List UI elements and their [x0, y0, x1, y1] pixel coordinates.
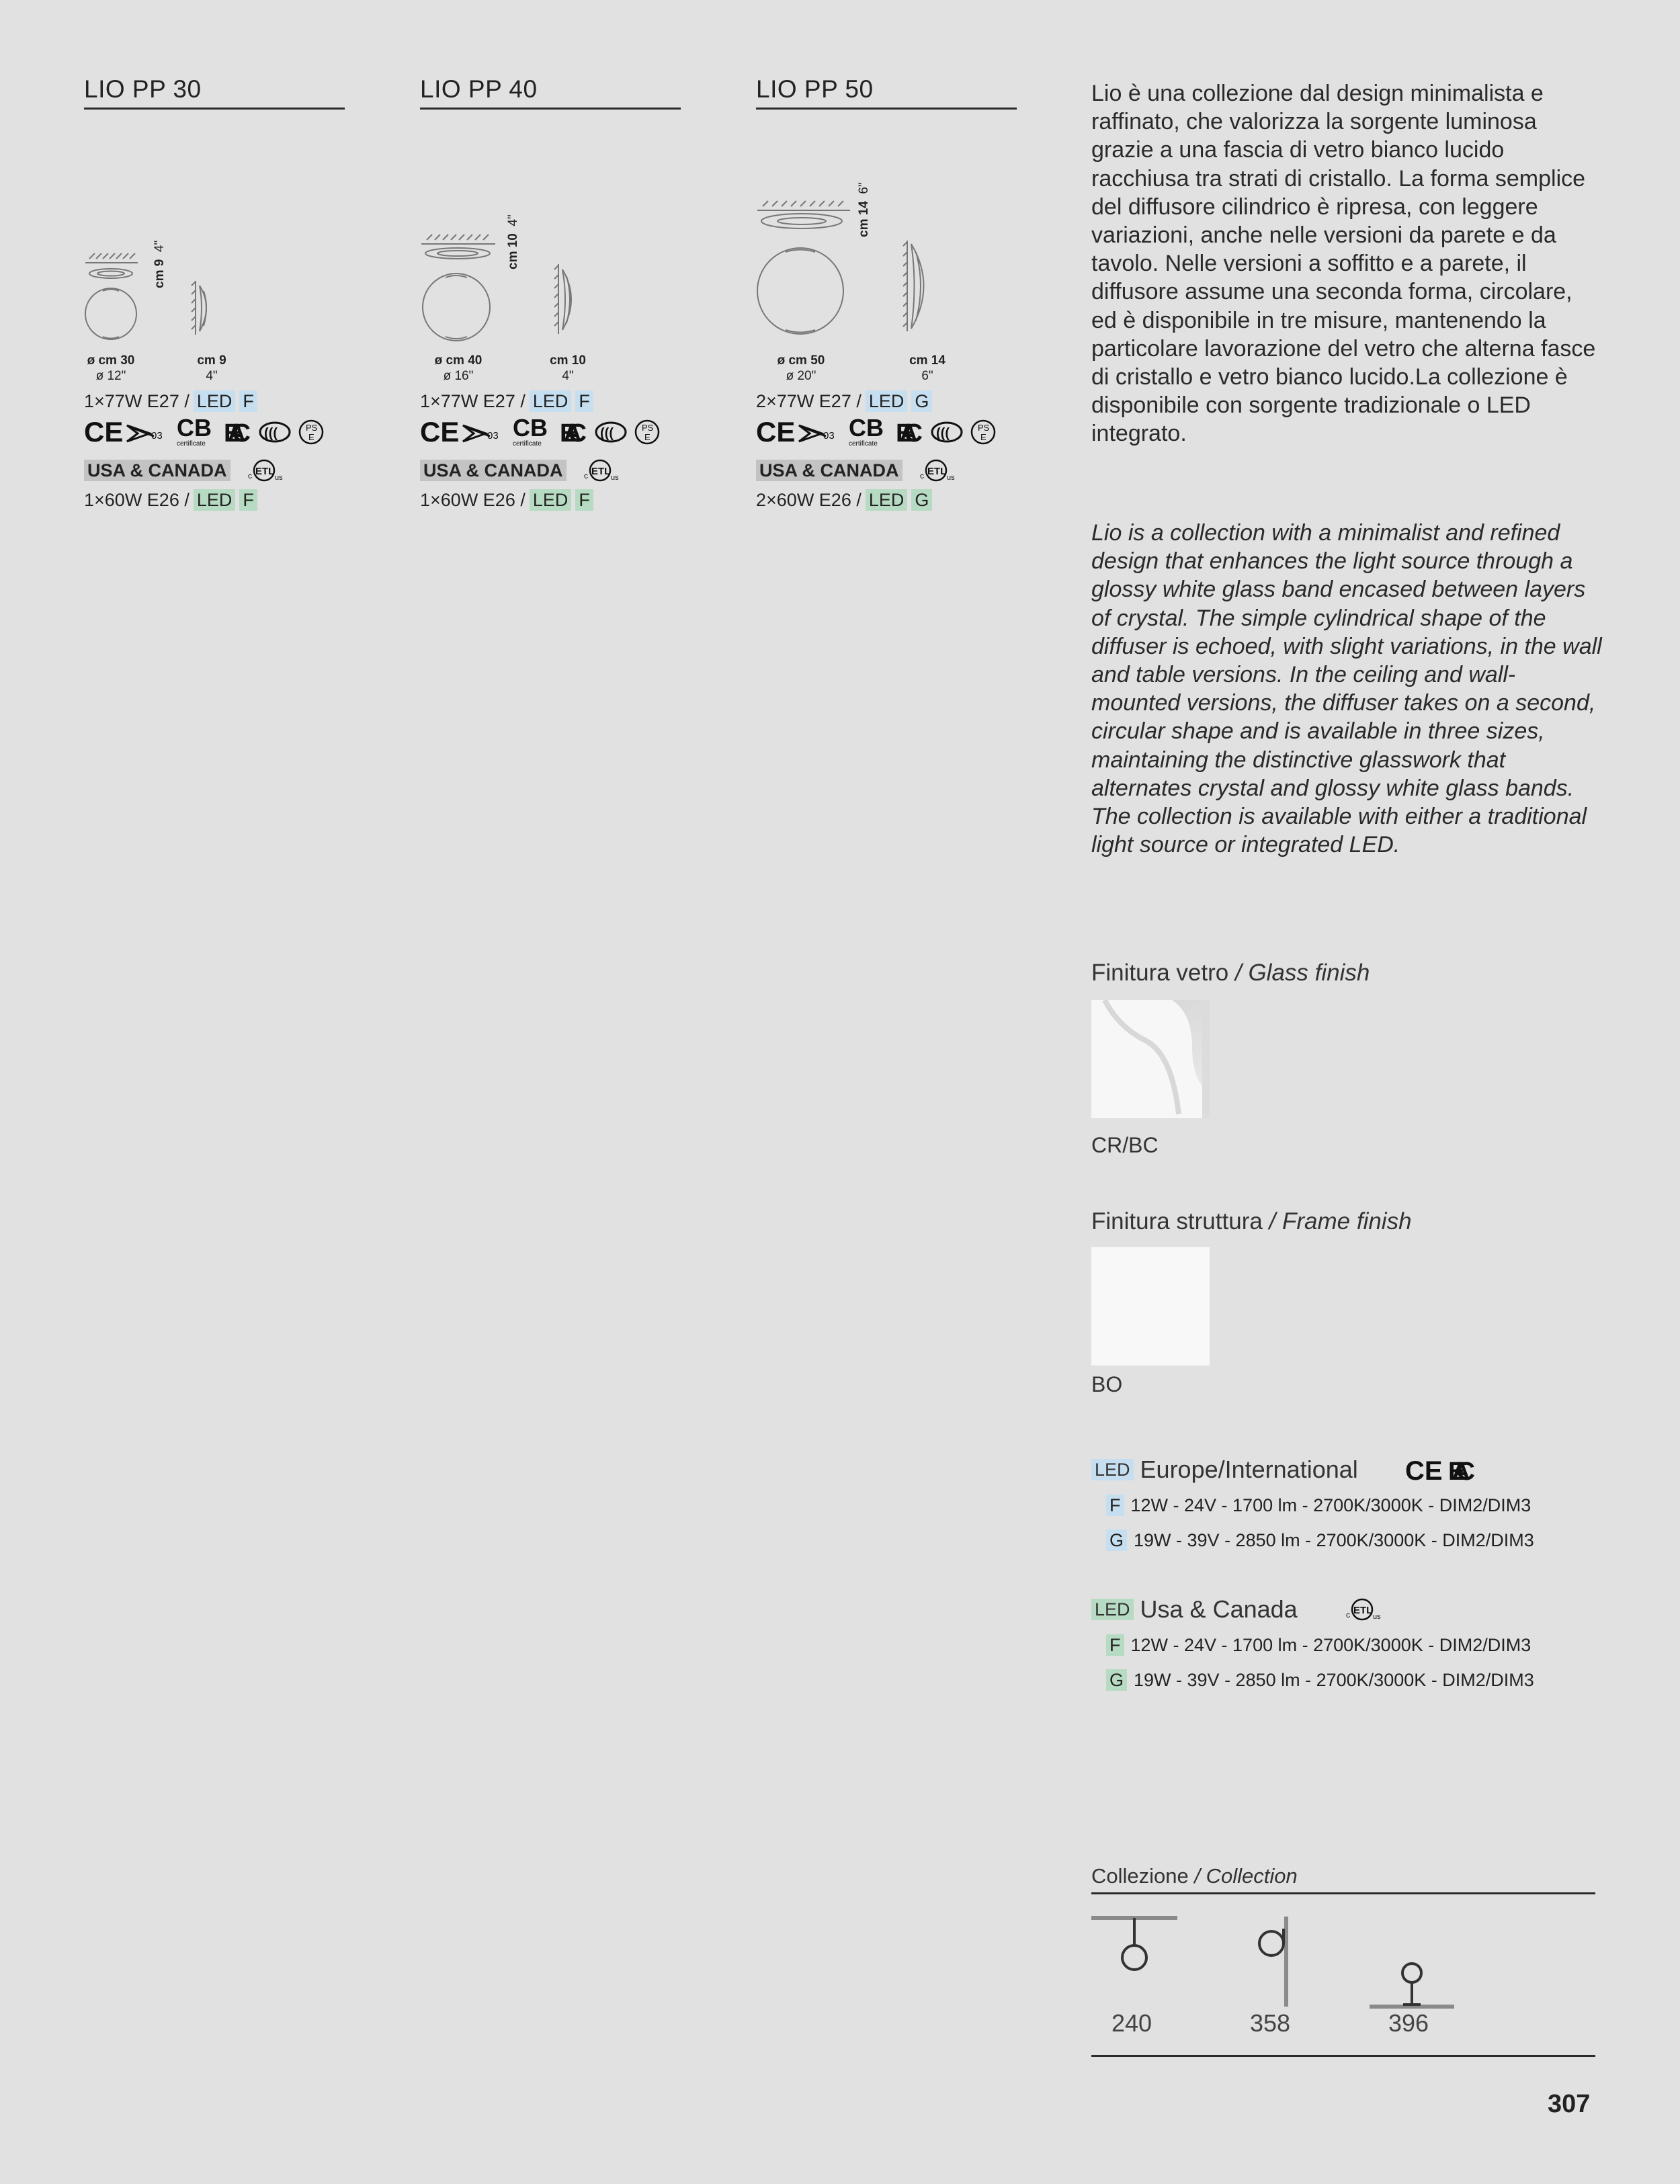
energy-class-badge: F [239, 489, 257, 511]
product-lio-pp-30 [84, 75, 345, 512]
height-dimension [153, 241, 167, 288]
ce-mark: CE [756, 416, 796, 448]
product-lio-pp-50 [756, 75, 1017, 512]
usa-canada-row [420, 458, 681, 482]
svg-text:E: E [980, 432, 986, 442]
usa-canada-badge: USA & CANADA [756, 460, 902, 481]
cb-mark: CB [513, 416, 548, 442]
diameter-in: ø 12" [95, 369, 126, 383]
description-english: Lio is a collection with a minimalist and refined design that enhances the light source through a glossy white glass band encased between layers of crystal. The simple cylindrical shape of the diffuser is echoed, with slight variations, in the wall and table versions. In the ceiling and wall-mounted versions, the diffuser takes on a second, circular shape and is available in three sizes, maintaining the distinctive glasswork that alternates crystal and glossy white glass bands. The collection is available with either a traditional light source or integrated LED. [1091, 520, 1602, 858]
svg-text:c: c [919, 471, 924, 480]
spec-us [420, 488, 681, 512]
glass-finish-swatch [1091, 1000, 1210, 1118]
usa-canada-row [756, 458, 1017, 482]
led-spec-text: 12W - 24V - 1700 lm - 2700K/3000K - DIM2/DIM3 [1130, 1495, 1531, 1515]
ccc-mark [596, 423, 626, 442]
energy-class-badge: F [575, 489, 593, 511]
energy-class-badge: G [911, 489, 932, 511]
pse-mark [972, 421, 995, 444]
energy-class-badge: F [575, 390, 593, 412]
led-badge: LED [866, 489, 908, 511]
spec-us [756, 488, 1017, 512]
led-badge: LED [194, 390, 236, 412]
led-spec-text: 19W - 39V - 2850 lm - 2700K/3000K - DIM2/DIM3 [1134, 1669, 1534, 1690]
energy-class-badge: F [1106, 1495, 1124, 1516]
led-badge: LED [1091, 1459, 1134, 1480]
ce-mark: CE [84, 416, 124, 448]
led-badge: LED [1091, 1599, 1134, 1620]
height-cm: cm 14 [857, 201, 871, 237]
depth-dimension [185, 353, 239, 384]
depth-in: 4" [562, 369, 574, 383]
collection-icons [1091, 1908, 1602, 2009]
energy-class-badge: F [239, 390, 257, 412]
lamp-technical-drawing [420, 110, 681, 358]
etl-mark [581, 458, 622, 482]
led-badge: LED [194, 489, 236, 511]
ce-eac-marks [1405, 1454, 1479, 1485]
product-lio-pp-40 [420, 75, 681, 512]
certification-marks [84, 416, 345, 450]
ce-mark: CE [420, 416, 460, 448]
svg-text:c: c [1345, 1610, 1350, 1620]
frame-finish-code: BO [1091, 1372, 1123, 1396]
diameter-dimension [84, 353, 138, 384]
cb-mark: CB [177, 416, 212, 442]
svg-text:c: c [247, 471, 252, 480]
led-badge: LED [530, 390, 572, 412]
collection-item-396[interactable]: 396 [1388, 2009, 1429, 2037]
led-us-heading [1091, 1595, 1388, 1624]
separator: / [1188, 1864, 1206, 1888]
diameter-in: ø 20" [786, 369, 816, 383]
svg-text:us: us [610, 474, 619, 482]
led-badge: LED [530, 489, 572, 511]
lamp-technical-drawing [84, 110, 345, 358]
spec-eu [84, 389, 345, 413]
height-cm: cm 10 [506, 233, 520, 269]
svg-text:EAC: EAC [1447, 1458, 1475, 1485]
svg-text:ETL: ETL [255, 466, 274, 477]
cb-certificate: certificate [513, 440, 542, 448]
height-in: 6" [857, 182, 871, 194]
product-title: LIO PP 30 [84, 75, 345, 110]
collection-label-en: Collection [1206, 1864, 1298, 1888]
svg-text:us: us [1372, 1613, 1381, 1621]
etl-mark [1345, 1596, 1388, 1623]
usa-canada-badge: USA & CANADA [84, 460, 230, 481]
svg-text:PS: PS [642, 423, 654, 433]
spec-us [84, 488, 345, 512]
pse-mark [636, 421, 659, 444]
diameter-cm: ø cm 40 [434, 353, 482, 368]
glass-finish-label-en: Glass finish [1248, 960, 1370, 986]
certification-marks [420, 416, 681, 450]
ul-mark [799, 425, 835, 442]
svg-text:us: us [274, 474, 283, 482]
eac-mark: EAC [560, 419, 587, 448]
svg-text:PS: PS [306, 423, 318, 433]
product-drawing [756, 110, 1017, 383]
svg-text:CE: CE [1404, 1456, 1443, 1485]
collection-label-it: Collezione [1091, 1864, 1189, 1888]
ul-mark [463, 425, 499, 442]
height-cm: cm 9 [153, 259, 167, 288]
diameter-cm: ø cm 50 [777, 353, 825, 368]
separator: / [1262, 1208, 1282, 1234]
cb-certificate: certificate [177, 440, 206, 448]
spec-eu-text: 2×77W E27 / [756, 390, 862, 411]
svg-text:(((: ((( [936, 426, 950, 441]
ceiling-lamp-icon [1091, 1918, 1177, 1970]
description-italian: Lio è una collezione dal design minimalista e raffinato, che valorizza la sorgente luminosa grazie a una fascia di vetro bianco lucido racchiusa tra strati di cristallo. La forma semplice del diffusore cilindrico è ripresa, con leggere variazioni, anche nelle versioni da parete e da tavolo. Nelle versioni a soffitto e a parete, il diffusore assume una seconda forma, circolare, ed è disponibile in tre misure, mantenendo la particolare lavorazione del vetro che alterna fasce di cristallo e vetro bianco lucido.La collezione è disponibile con sorgente tradizionale o LED integrato. [1091, 81, 1596, 447]
energy-class-badge: G [911, 390, 932, 412]
energy-class-badge: G [1106, 1669, 1127, 1691]
led-eu-row-f [1106, 1495, 1531, 1516]
product-drawing [84, 110, 345, 383]
svg-text:E: E [644, 432, 650, 442]
cb-certificate: certificate [849, 440, 878, 448]
collection-title [1091, 1864, 1595, 1894]
cb-mark: CB [849, 416, 884, 442]
spec-eu [420, 389, 681, 413]
diameter-cm: ø cm 30 [87, 353, 135, 368]
depth-cm: cm 9 [197, 353, 226, 368]
led-eu-row-g [1106, 1529, 1534, 1551]
eac-mark: EAC [224, 419, 251, 448]
usa-canada-row [84, 458, 345, 482]
led-eu-heading [1091, 1454, 1479, 1485]
depth-dimension [538, 353, 598, 384]
spec-eu-text: 1×77W E27 / [420, 390, 526, 411]
diameter-dimension [428, 353, 489, 384]
depth-cm: cm 14 [909, 353, 946, 368]
diameter-dimension [771, 353, 831, 384]
usa-canada-badge: USA & CANADA [420, 460, 566, 481]
svg-text:c: c [583, 471, 588, 480]
frame-finish-label-it: Finitura struttura [1091, 1208, 1263, 1234]
svg-text:E: E [308, 432, 314, 442]
product-title: LIO PP 40 [420, 75, 681, 110]
separator: / [1228, 960, 1249, 986]
spec-eu-text: 1×77W E27 / [84, 390, 190, 411]
svg-text:ETL: ETL [927, 466, 946, 477]
svg-text:(((: ((( [264, 426, 278, 441]
frame-finish-label [1091, 1208, 1412, 1235]
depth-in: 6" [921, 369, 933, 383]
led-spec-text: 12W - 24V - 1700 lm - 2700K/3000K - DIM2/DIM3 [1130, 1634, 1531, 1655]
led-us-row-g [1106, 1669, 1534, 1691]
svg-text:03: 03 [151, 430, 163, 442]
glass-finish-label [1091, 960, 1370, 986]
etl-mark [245, 458, 286, 482]
frame-finish-label-en: Frame finish [1282, 1208, 1412, 1234]
spec-us-text: 1×60W E26 / [420, 489, 526, 510]
svg-text:ETL: ETL [1353, 1605, 1373, 1616]
svg-text:ETL: ETL [591, 466, 610, 477]
collection-bottom-rule [1091, 2055, 1595, 2057]
svg-text:us: us [946, 474, 955, 482]
certification-marks [756, 416, 1017, 450]
ul-mark [127, 425, 163, 442]
depth-in: 4" [206, 369, 218, 383]
table-lamp-icon [1370, 1964, 1454, 2007]
pse-mark [300, 421, 323, 444]
led-badge: LED [866, 390, 908, 412]
led-us-title: Usa & Canada [1140, 1595, 1298, 1623]
ccc-mark [932, 423, 962, 442]
product-drawing [420, 110, 681, 383]
energy-class-badge: F [1106, 1634, 1124, 1656]
page-number: 307 [1548, 2090, 1591, 2118]
height-dimension [857, 182, 872, 237]
depth-dimension [897, 353, 958, 384]
glass-finish-label-it: Finitura vetro [1091, 960, 1229, 986]
height-in: 4" [153, 240, 167, 253]
spec-eu [756, 389, 1017, 413]
energy-class-badge: G [1106, 1529, 1127, 1551]
height-dimension [506, 214, 521, 269]
led-spec-text: 19W - 39V - 2850 lm - 2700K/3000K - DIM2/DIM3 [1134, 1529, 1534, 1550]
wall-lamp-icon [1259, 1917, 1286, 2007]
lamp-technical-drawing [756, 110, 1017, 358]
collection-item-358[interactable]: 358 [1250, 2009, 1291, 2037]
svg-text:PS: PS [978, 423, 990, 433]
spec-us-text: 2×60W E26 / [756, 489, 862, 510]
etl-mark [917, 458, 958, 482]
collection-item-240[interactable]: 240 [1111, 2009, 1152, 2037]
svg-text:(((: ((( [600, 426, 614, 441]
height-in: 4" [506, 214, 520, 226]
led-eu-title: Europe/International [1140, 1456, 1358, 1483]
eac-mark: EAC [896, 419, 923, 448]
led-us-row-f [1106, 1634, 1531, 1656]
depth-cm: cm 10 [550, 353, 586, 368]
ccc-mark [260, 423, 290, 442]
frame-finish-swatch [1091, 1247, 1210, 1366]
product-title: LIO PP 50 [756, 75, 1017, 110]
diameter-in: ø 16" [443, 369, 474, 383]
svg-text:03: 03 [487, 430, 499, 442]
collection-section [1091, 1864, 1595, 1894]
spec-us-text: 1×60W E26 / [84, 489, 190, 510]
glass-finish-code: CR/BC [1091, 1133, 1159, 1157]
svg-text:03: 03 [823, 430, 835, 442]
